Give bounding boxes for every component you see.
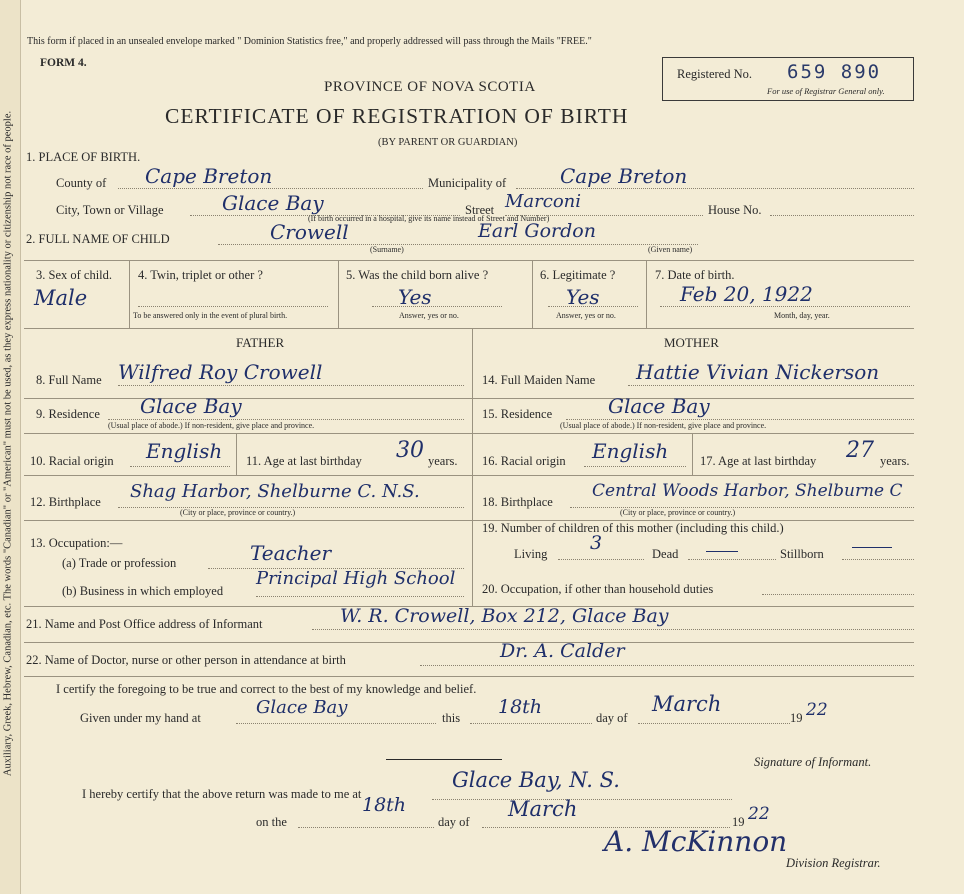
registered-number: 659 890	[787, 61, 882, 83]
trade-value: Teacher	[250, 541, 332, 565]
mother-name: Hattie Vivian Nickerson	[636, 360, 880, 384]
father-age: 30	[396, 438, 424, 463]
mother-age: 27	[846, 438, 874, 463]
given-day: 18th	[498, 696, 543, 718]
rule-row3-v2	[338, 260, 339, 328]
mother-birthplace-note: (City or place, province or country.)	[620, 508, 736, 517]
stillborn-label: Stillborn	[780, 547, 824, 561]
business-label: (b) Business in which employed	[62, 584, 224, 598]
child-name-label: 2. FULL NAME OF CHILD	[26, 232, 170, 246]
stillborn-line	[842, 559, 914, 560]
father-residence-line	[108, 419, 464, 420]
child-name-line	[218, 244, 698, 245]
doctor-value: Dr. A. Calder	[500, 640, 625, 662]
alive-note: Answer, yes or no.	[399, 311, 459, 320]
doctor-label: 22. Name of Doctor, nurse or other person in attendance at birth	[26, 653, 346, 667]
street-value: Marconi	[505, 191, 582, 212]
mother-years-label: years.	[880, 454, 910, 468]
place-of-birth-heading: 1. PLACE OF BIRTH.	[26, 150, 141, 164]
county-label: County of	[56, 176, 107, 190]
mother-residence-line	[566, 419, 914, 420]
registrar-signature: A. McKinnon	[604, 825, 788, 858]
city-value: Glace Bay	[222, 191, 324, 215]
surname-caption: (Surname)	[370, 245, 404, 254]
given-month-line	[638, 723, 790, 724]
county-line	[118, 188, 423, 189]
form-number: FORM 4.	[40, 57, 87, 69]
legit-note: Answer, yes or no.	[556, 311, 616, 320]
rule-mother-age	[692, 433, 693, 475]
father-occupation-label: 13. Occupation:—	[30, 536, 123, 550]
this-label: this	[442, 711, 461, 725]
sex-label: 3. Sex of child.	[36, 268, 113, 282]
left-margin-strip	[0, 0, 21, 894]
division-registrar-label: Division Registrar.	[786, 856, 881, 870]
father-residence: Glace Bay	[140, 394, 242, 418]
mother-residence: Glace Bay	[608, 394, 710, 418]
given-place: Glace Bay	[256, 697, 348, 718]
doctor-line	[420, 665, 914, 666]
father-name-label: 8. Full Name	[36, 373, 102, 387]
father-birthplace-label: 12. Birthplace	[30, 495, 101, 509]
informant-line	[312, 629, 914, 630]
registrar-day: 18th	[362, 794, 407, 816]
mother-name-line	[628, 385, 914, 386]
legit-label: 6. Legitimate ?	[540, 268, 616, 282]
mother-racial: English	[592, 439, 669, 463]
mother-racial-line	[584, 466, 686, 467]
rule-row3-v1	[129, 260, 130, 328]
mother-occupation-label: 20. Occupation, if other than household duties	[482, 582, 714, 596]
father-birthplace-note: (City or place, province or country.)	[180, 508, 296, 517]
mother-birthplace-label: 18. Birthplace	[482, 495, 553, 509]
registrar-note: For use of Registrar General only.	[767, 86, 885, 96]
mail-note: This form if placed in an unsealed envelope marked " Dominion Statistics free," and properly addressed will pass through the Mails "FREE."	[27, 36, 592, 47]
given-day-line	[470, 723, 592, 724]
living-value: 3	[590, 532, 603, 554]
house-label: House No.	[708, 203, 762, 217]
dob-line	[660, 306, 910, 307]
trade-label: (a) Trade or profession	[62, 556, 177, 570]
legit-value: Yes	[566, 285, 600, 309]
registrar-certify-text: I hereby certify that the above return was made to me at	[82, 787, 362, 801]
mother-residence-note: (Usual place of abode.) If non-resident, give place and province.	[560, 421, 767, 430]
rule-parent-divider	[472, 328, 473, 606]
alive-label: 5. Was the child born alive ?	[346, 268, 489, 282]
given-month: March	[652, 692, 722, 716]
rule-row3-top	[24, 260, 914, 261]
father-name: Wilfred Roy Crowell	[118, 360, 323, 384]
rule-row3-v4	[646, 260, 647, 328]
child-surname: Crowell	[270, 220, 349, 244]
registrar-place: Glace Bay, N. S.	[452, 768, 620, 792]
father-residence-label: 9. Residence	[36, 407, 100, 421]
informant-sig-label: Signature of Informant.	[754, 755, 872, 769]
certificate-subtitle: (BY PARENT OR GUARDIAN)	[378, 137, 518, 148]
side-note: Auxiliary, Greek, Hebrew, Canadian, etc. The words "Canadian" or "American" must not be used, as they express nationality or citizenship not race of people.	[2, 110, 14, 777]
registrar-day-of-label: day of	[438, 815, 470, 829]
business-line	[256, 596, 464, 597]
registrar-day-line	[298, 827, 434, 828]
municipality-label: Municipality of	[428, 176, 507, 190]
rule-after-residence	[24, 433, 914, 434]
informant-sig-line	[386, 759, 502, 760]
province-heading: PROVINCE OF NOVA SCOTIA	[324, 79, 536, 95]
father-name-line	[118, 385, 464, 386]
father-racial: English	[146, 439, 223, 463]
dob-value: Feb 20, 1922	[680, 282, 813, 306]
city-label: City, Town or Village	[56, 203, 164, 217]
given-place-line	[236, 723, 436, 724]
children-label: 19. Number of children of this mother (including this child.)	[482, 521, 784, 535]
mother-heading: MOTHER	[664, 335, 719, 350]
rule-before-certification	[24, 676, 914, 677]
registered-label: Registered No.	[677, 67, 752, 81]
registrar-place-line	[432, 799, 732, 800]
hospital-note: (If birth occurred in a hospital, give its name instead of Street and Number)	[308, 214, 550, 223]
given-year: 22	[806, 700, 828, 720]
twin-note: To be answered only in the event of plural birth.	[133, 311, 288, 320]
child-given-name: Earl Gordon	[478, 220, 596, 242]
mother-age-label: 17. Age at last birthday	[700, 454, 817, 468]
registrar-month: March	[508, 797, 578, 821]
certificate-title: CERTIFICATE OF REGISTRATION OF BIRTH	[165, 104, 629, 128]
father-residence-note: (Usual place of abode.) If non-resident, give place and province.	[108, 421, 315, 430]
rule-before-doctor	[24, 642, 914, 643]
given-caption: (Given name)	[648, 245, 693, 254]
street-label: Street	[465, 203, 495, 217]
rule-row3-bottom	[24, 328, 914, 329]
dead-dash	[706, 551, 738, 552]
dob-note: Month, day, year.	[774, 311, 830, 320]
business-value: Principal High School	[256, 568, 456, 589]
given-label: Given under my hand at	[80, 711, 201, 725]
county-value: Cape Breton	[145, 164, 273, 188]
mother-occupation-line	[762, 594, 914, 595]
mother-racial-label: 16. Racial origin	[482, 454, 566, 468]
alive-line	[372, 306, 502, 307]
certify-text: I certify the foregoing to be true and correct to the best of my knowledge and belief.	[56, 682, 477, 696]
informant-label: 21. Name and Post Office address of Informant	[26, 617, 263, 631]
twin-label: 4. Twin, triplet or other ?	[138, 268, 263, 282]
registered-number-box	[662, 57, 914, 101]
father-years-label: years.	[428, 454, 458, 468]
rule-after-racial	[24, 475, 914, 476]
living-label: Living	[514, 547, 548, 561]
municipality-value: Cape Breton	[560, 164, 688, 188]
dob-label: 7. Date of birth.	[655, 268, 735, 282]
father-heading: FATHER	[236, 335, 285, 350]
rule-row3-v3	[532, 260, 533, 328]
living-line	[558, 559, 644, 560]
registrar-year: 22	[748, 804, 770, 824]
informant-value: W. R. Crowell, Box 212, Glace Bay	[340, 605, 669, 627]
father-birthplace: Shag Harbor, Shelburne C. N.S.	[130, 481, 420, 502]
mother-birthplace: Central Woods Harbor, Shelburne C	[592, 481, 903, 501]
rule-father-age	[236, 433, 237, 475]
dead-line	[688, 559, 776, 560]
house-line	[770, 215, 914, 216]
twin-line	[138, 306, 328, 307]
given-year-prefix: 19	[790, 711, 803, 725]
given-day-of-label: day of	[596, 711, 628, 725]
municipality-line	[516, 188, 914, 189]
father-racial-line	[130, 466, 230, 467]
alive-value: Yes	[398, 285, 432, 309]
mother-residence-label: 15. Residence	[482, 407, 553, 421]
father-age-label: 11. Age at last birthday	[246, 454, 362, 468]
mother-name-label: 14. Full Maiden Name	[482, 373, 596, 387]
stillborn-dash	[852, 547, 892, 548]
dead-label: Dead	[652, 547, 679, 561]
registrar-year-prefix: 19	[732, 815, 745, 829]
father-racial-label: 10. Racial origin	[30, 454, 114, 468]
sex-value: Male	[34, 286, 88, 310]
registrar-on-the-label: on the	[256, 815, 287, 829]
